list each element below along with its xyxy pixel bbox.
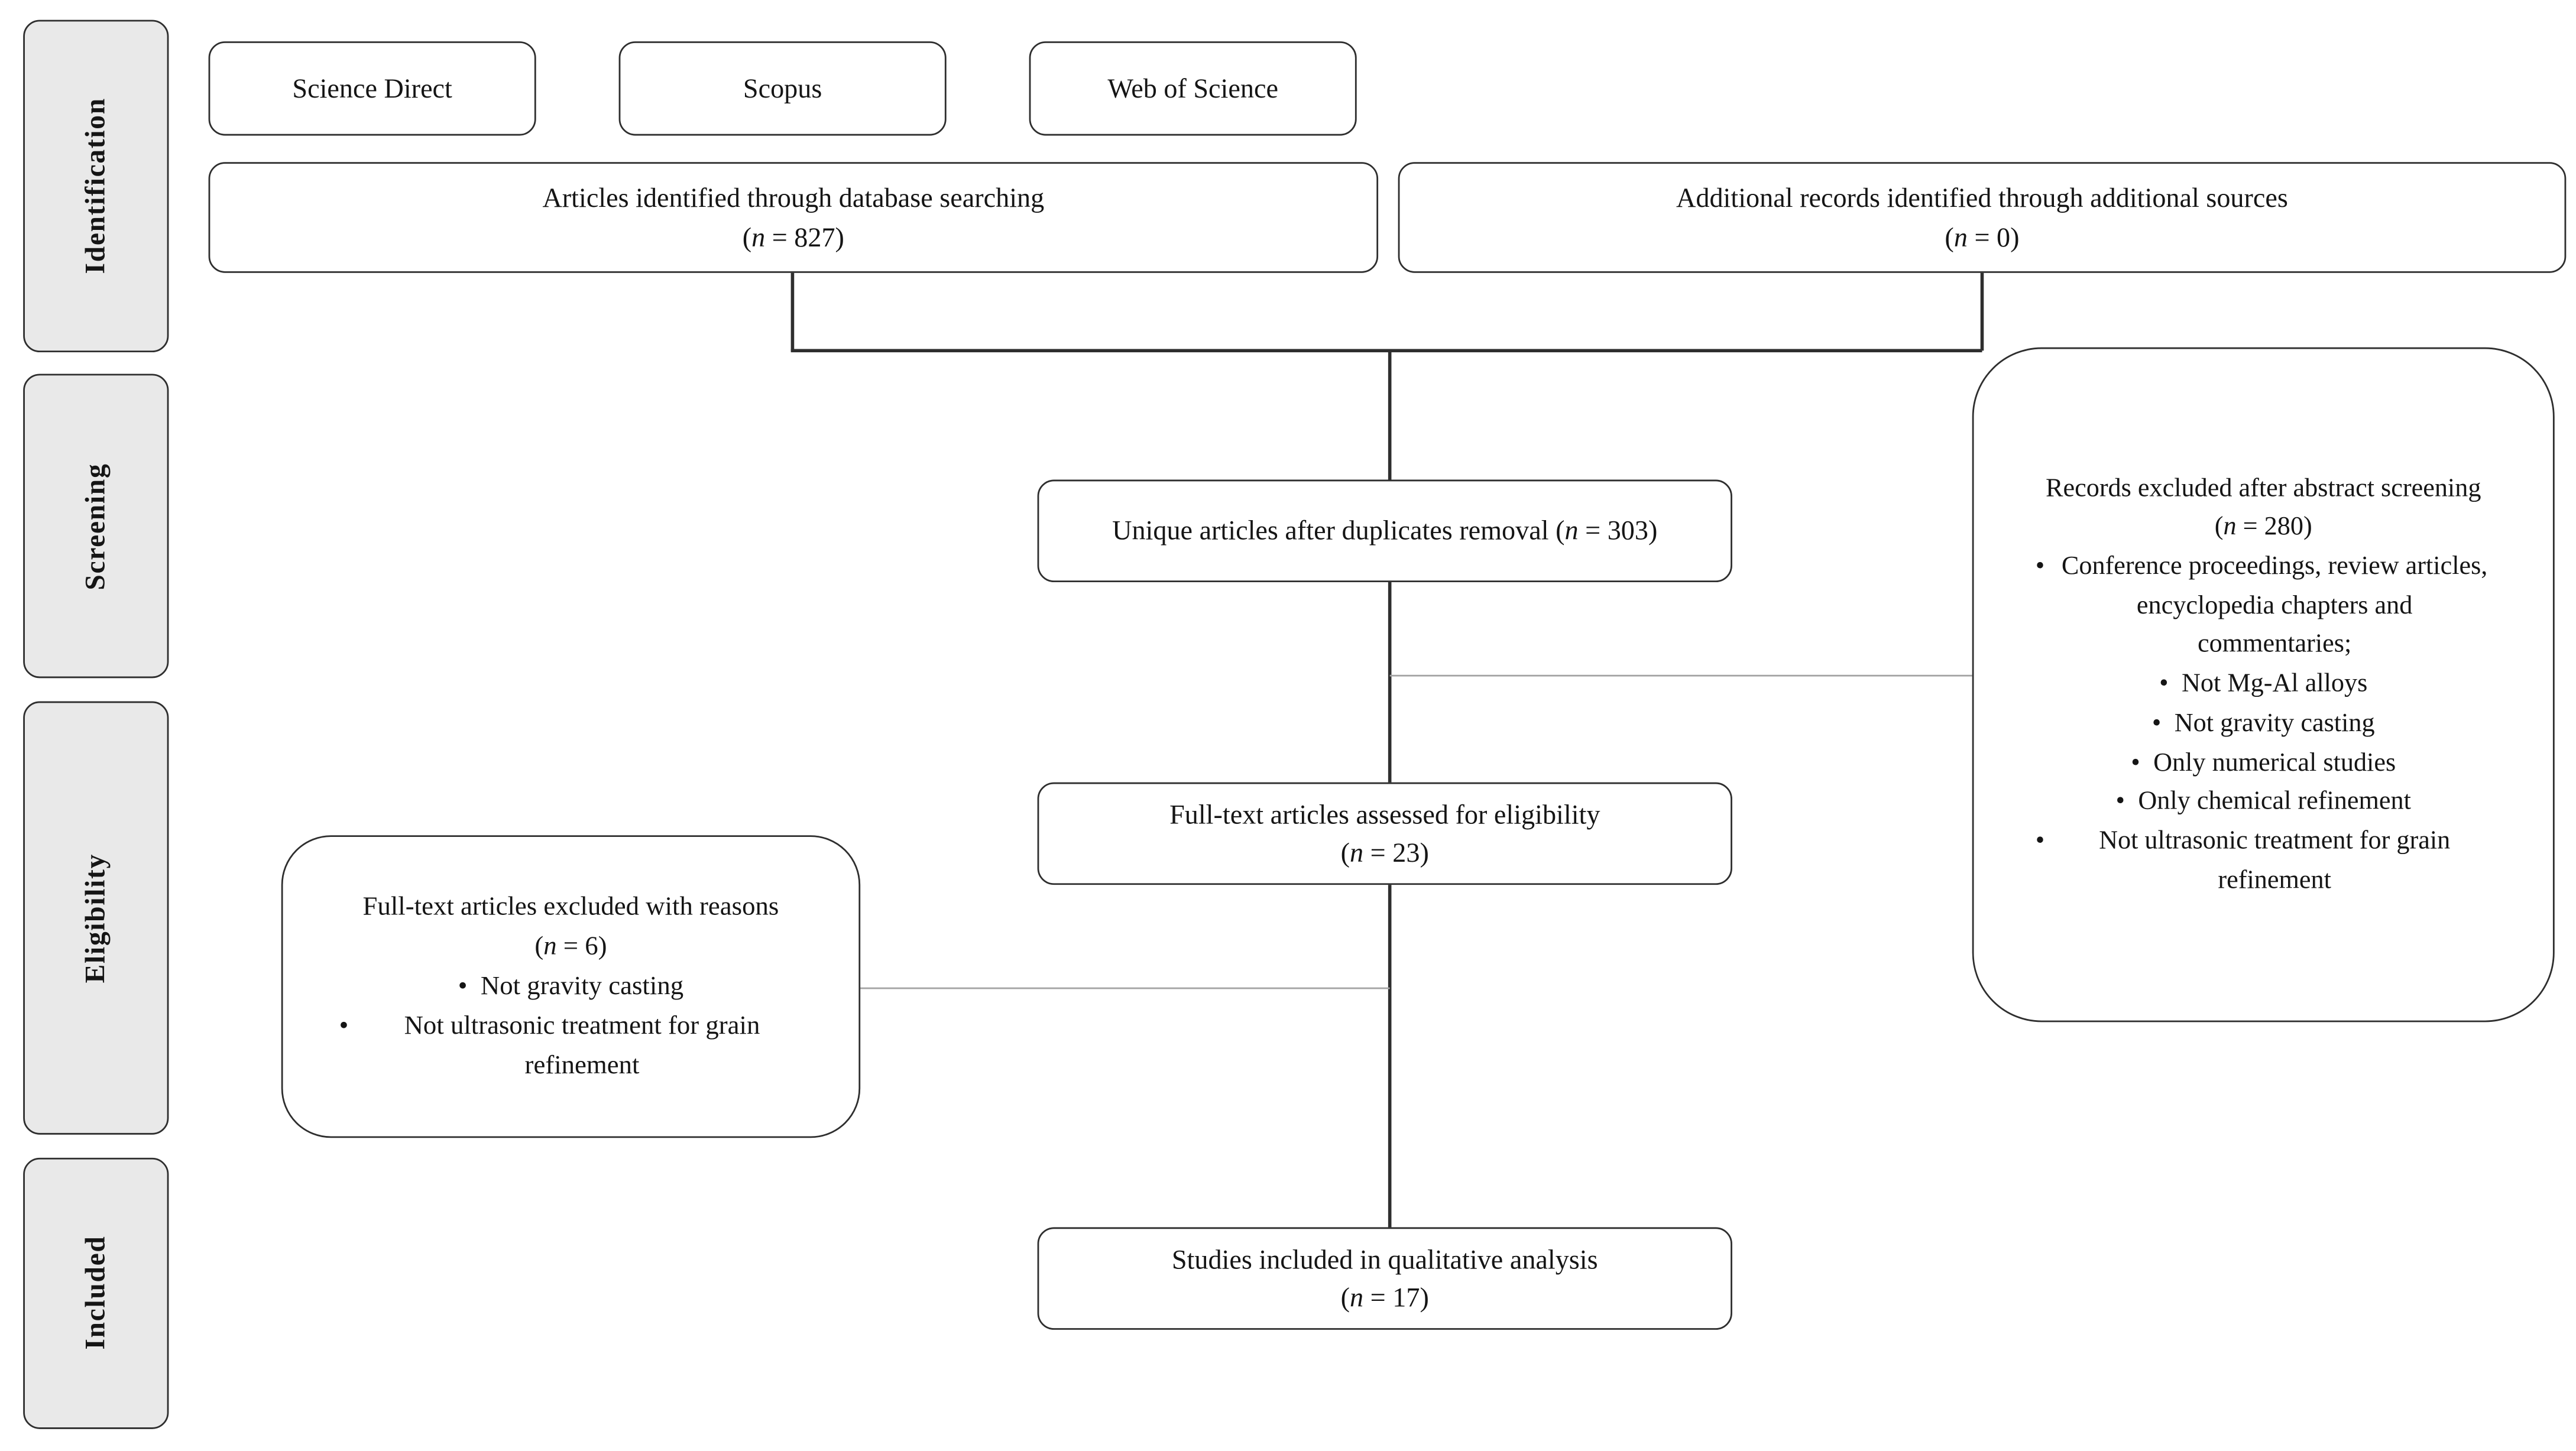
connector-to-unique (1388, 350, 1391, 481)
bullet-item (2033, 822, 2493, 901)
connector-to-excluded-fulltext (860, 988, 1389, 989)
bullet-item (2033, 783, 2493, 822)
source-box-scopus (619, 41, 947, 136)
connector-identified-down (791, 273, 793, 351)
box-records-excluded-abstract (1972, 348, 2555, 1022)
bullet-text: Only numerical studies (2153, 748, 2396, 777)
bullet-item (339, 1007, 803, 1086)
bullet-icon: • (2115, 787, 2125, 816)
stage-screening (23, 374, 169, 678)
box-fulltext-excluded (281, 835, 860, 1138)
box-additional-records-title: Additional records identified through additional sources (1676, 182, 2288, 215)
excluded-abstract-title: Records excluded after abstract screening (2046, 474, 2481, 502)
bullet-item (339, 967, 803, 1007)
bullet-icon: • (2151, 709, 2162, 738)
source-label-science-direct: Science Direct (292, 72, 452, 105)
fulltext-excluded-bullets (339, 967, 803, 1086)
bullet-text: Not gravity casting (480, 972, 684, 1000)
box-unique-articles (1038, 480, 1732, 583)
box-articles-identified-count: (n = 827) (742, 220, 844, 252)
fulltext-excluded-title: Full-text articles excluded with reasons (362, 892, 779, 921)
bullet-icon: • (2035, 552, 2045, 581)
source-box-web-of-science (1029, 41, 1357, 136)
stage-included-label: Included (79, 1236, 111, 1351)
source-label-scopus: Scopus (743, 72, 822, 105)
box-fulltext-assessed-title: Full-text articles assessed for eligibility (1169, 798, 1600, 830)
excluded-abstract-count: (n = 280) (2214, 513, 2312, 542)
bullet-text: Not ultrasonic treatment for grain refinement (404, 1011, 760, 1079)
stage-eligibility (23, 702, 169, 1135)
stage-identification-label: Identification (79, 98, 111, 275)
bullet-item (2033, 665, 2493, 704)
bullet-text: Only chemical refinement (2138, 787, 2411, 816)
box-additional-records-count: (n = 0) (1945, 220, 2020, 252)
connector-to-included (1388, 885, 1391, 1227)
fulltext-excluded-count: (n = 6) (534, 931, 607, 960)
bullet-icon: • (458, 972, 468, 1000)
box-additional-records (1398, 162, 2567, 272)
box-fulltext-assessed-count: (n = 23) (1340, 836, 1429, 869)
box-studies-included-count: (n = 17) (1340, 1281, 1429, 1313)
bullet-item (2033, 548, 2493, 666)
box-unique-articles-text: Unique articles after duplicates removal (n = 303) (1112, 515, 1658, 547)
bullet-icon: • (2035, 826, 2045, 855)
source-label-web-of-science: Web of Science (1107, 72, 1278, 105)
bullet-text: Conference proceedings, review articles, encyclopedia chapters and commentaries; (2061, 552, 2488, 660)
stage-eligibility-label: Eligibility (79, 853, 111, 983)
stage-identification (23, 20, 169, 352)
connector-additional-down (1981, 273, 1983, 351)
bullet-icon: • (2131, 748, 2140, 777)
bullet-icon: • (339, 1011, 349, 1040)
box-fulltext-assessed (1038, 783, 1732, 885)
stage-included (23, 1158, 169, 1429)
bullet-icon: • (2159, 670, 2169, 699)
connector-merge-horizontal (791, 349, 1982, 351)
box-studies-included-title: Studies included in qualitative analysis (1171, 1244, 1598, 1275)
connector-to-excluded-abstract (1390, 675, 1972, 677)
bullet-text: Not ultrasonic treatment for grain refinement (2099, 826, 2451, 894)
bullet-item (2033, 744, 2493, 783)
box-studies-included (1038, 1227, 1732, 1330)
connector-to-fulltext (1388, 582, 1391, 783)
box-articles-identified-title: Articles identified through database searching (542, 182, 1045, 215)
source-box-science-direct (209, 41, 536, 136)
excluded-abstract-bullets (2033, 548, 2493, 901)
stage-screening-label: Screening (79, 462, 111, 590)
box-articles-identified (209, 162, 1378, 272)
bullet-text: Not gravity casting (2174, 709, 2375, 738)
bullet-text: Not Mg-Al alloys (2181, 670, 2368, 699)
bullet-item (2033, 705, 2493, 744)
